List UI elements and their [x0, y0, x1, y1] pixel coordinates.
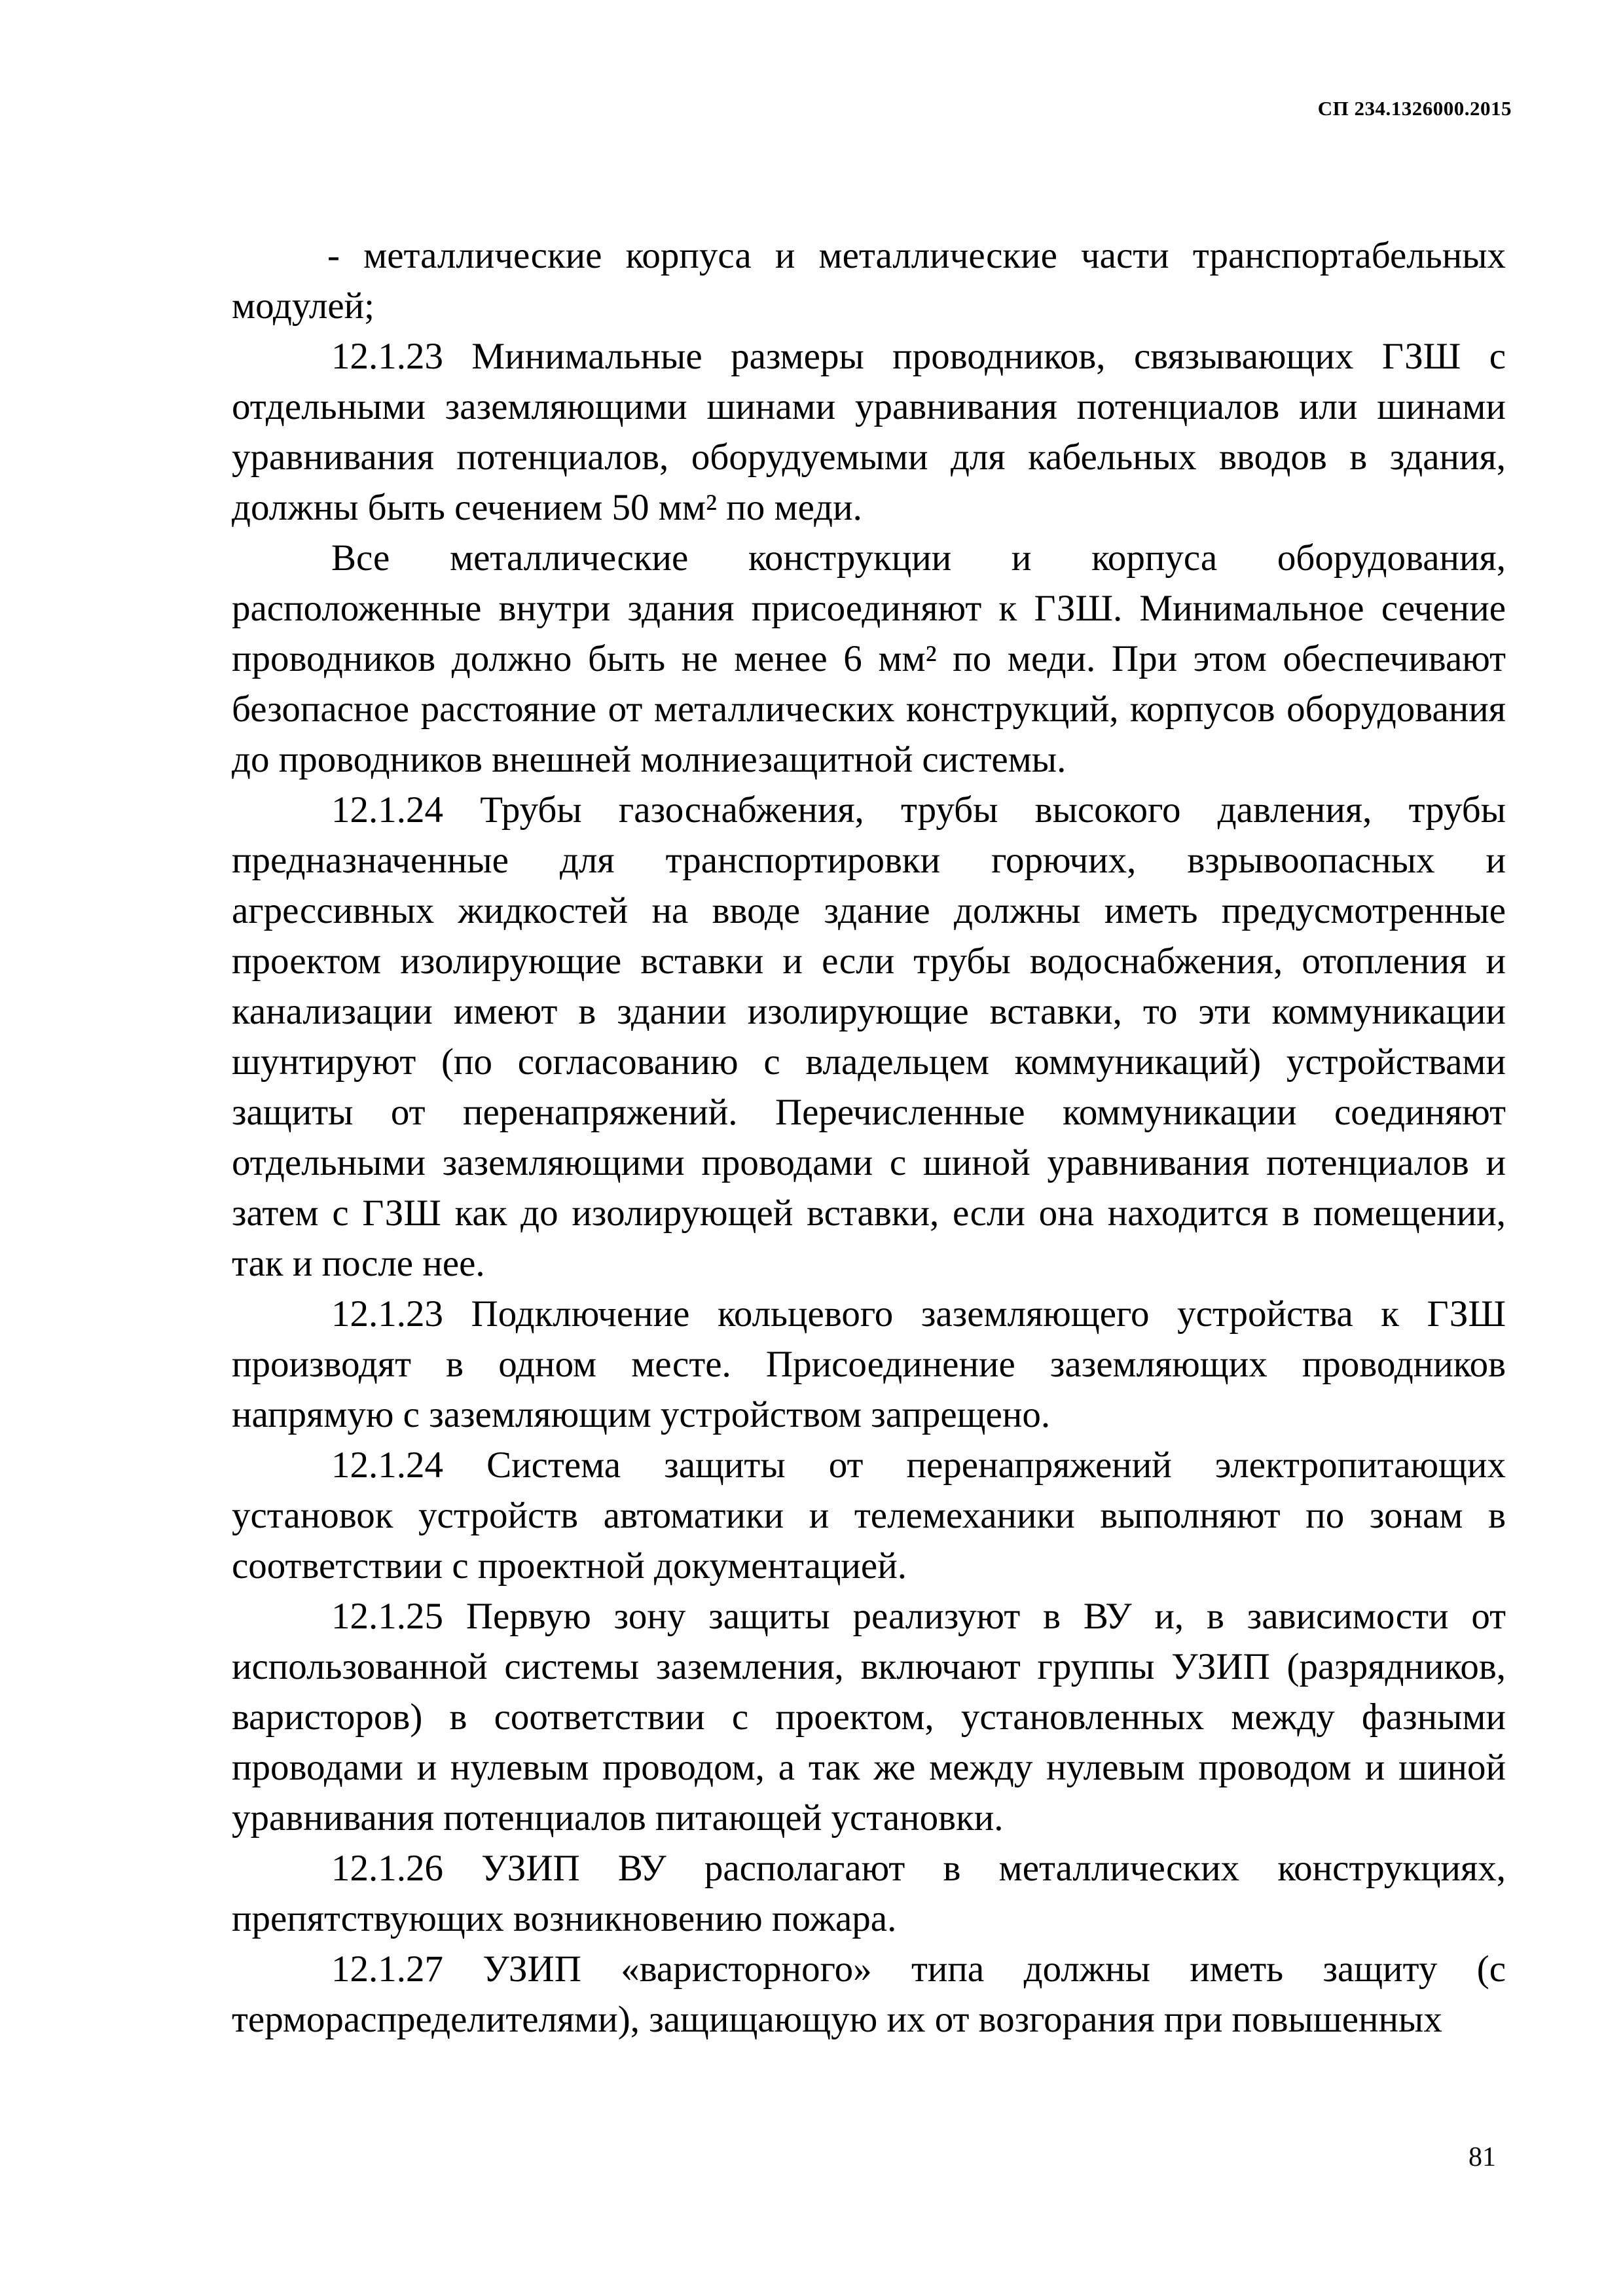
paragraph-12-1-23-conductor-size: 12.1.23 Минимальные размеры проводников, связывающих ГЗШ с отдельными заземляющими шинами уравнивания потенциалов или шинами уравнивания потенциалов, оборудуемыми для кабельных вводов в здания, должны быть сечением 50 мм² по меди. [232, 336, 1506, 528]
paragraph-metal-structures: Все металлические конструкции и корпуса оборудования, расположенные внутри здания присоединяют к ГЗШ. Минимальное сечение проводников должно быть не менее 6 мм² по меди. При этом обеспечивают безопасное расстояние от металлических конструкций, корпусов оборудования до проводников внешней молниезащитной системы. [232, 537, 1506, 780]
paragraph-12-1-27-varistor-uzip: 12.1.27 УЗИП «варисторного» типа должны иметь защиту (с терморaспределителями), защищающую их от возгорания при повышенных [232, 1948, 1506, 2040]
paragraph-12-1-26-uzip-vu: 12.1.26 УЗИП ВУ располагают в металлических конструкциях, препятствующих возникновению пожара. [232, 1848, 1506, 1939]
paragraph-12-1-23-ring-grounding: 12.1.23 Подключение кольцевого заземляющего устройства к ГЗШ производят в одном месте. Присоединение заземляющих проводников напрямую с заземляющим устройством запрещено. [232, 1293, 1506, 1435]
page-number: 81 [1468, 2142, 1496, 2172]
paragraph-12-1-24-pipes: 12.1.24 Трубы газоснабжения, трубы высокого давления, трубы предназначенные для транспортировки горючих, взрывоопасных и агрессивных жидкостей на вводе здание должны иметь предусмотренные проектом изолирующие вставки и если трубы водоснабжения, отопления и канализации имеют в здании изолирующие вставки, то эти коммуникации шунтируют (по согласованию с владельцем коммуникаций) устройствами защиты от перенапряжений. Перечисленные коммуникации соединяют отдельными заземляющими проводами с шиной уравнивания потенциалов и затем с ГЗШ как до изолирующей вставки, если она находится в помещении, так и после нее. [232, 789, 1506, 1284]
document-code: СП 234.1326000.2015 [1317, 97, 1512, 120]
paragraph-12-1-24-overvoltage-system: 12.1.24 Система защиты от перенапряжений электропитающих установок устройств автоматики и телемеханики выполняют по зонам в соответствии с проектной документацией. [232, 1444, 1506, 1587]
page-body [232, 230, 1506, 2045]
paragraph-list-item-modules: - металлические корпуса и металлические части транспортабельных модулей; [232, 235, 1506, 327]
paragraph-12-1-25-first-zone: 12.1.25 Первую зону защиты реализуют в ВУ и, в зависимости от использованной системы заземления, включают группы УЗИП (разрядников, варисторов) в соответствии с проектом, установленных между фазными проводами и нулевым проводом, а так же между нулевым проводом и шиной уравнивания потенциалов питающей установки. [232, 1596, 1506, 1839]
